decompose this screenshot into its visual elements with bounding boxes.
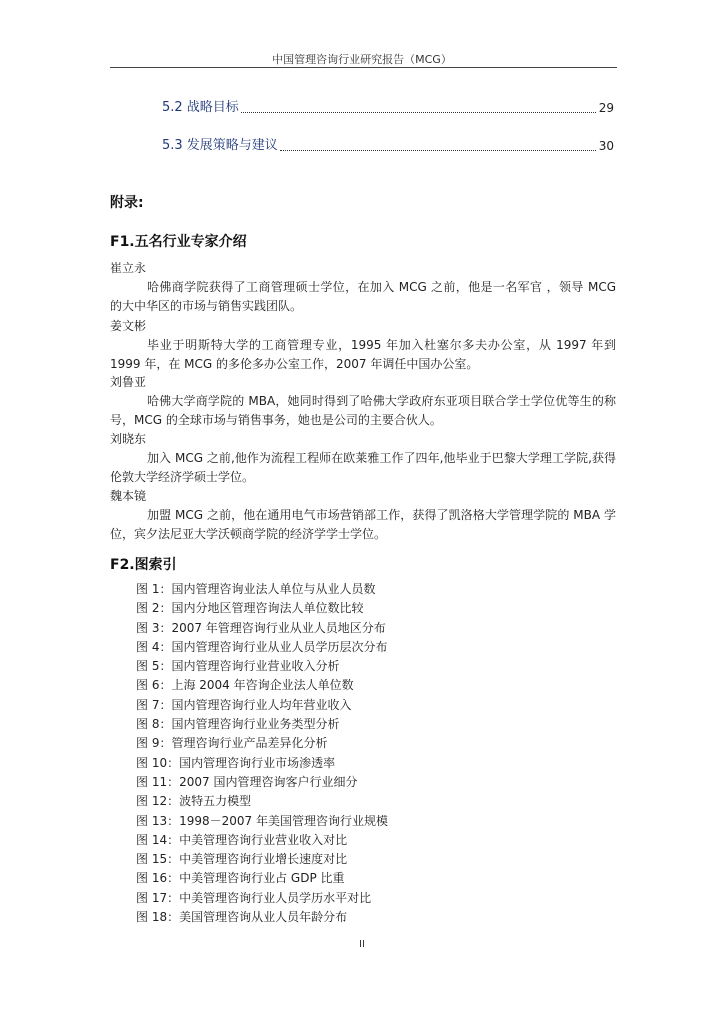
expert-bio: 毕业于明斯特大学的工商管理专业，1995 年加入杜塞尔多夫办公室，从 1997 年到 1999 年，在 MCG 的多伦多办公室工作，2007 年调任中国办公室。: [110, 338, 616, 371]
expert-name: 魏本镜: [110, 489, 147, 503]
expert-name: 崔立永: [110, 261, 147, 275]
appendix-heading: 附录:: [110, 195, 144, 211]
figure-index-item[interactable]: 图 17：中美管理咨询行业人员学历水平对比: [136, 890, 372, 905]
figure-index-item[interactable]: 图 12：波特五力模型: [136, 794, 252, 809]
figure-index-item[interactable]: 图 16：中美管理咨询行业占 GDP 比重: [136, 871, 345, 886]
figure-index-item[interactable]: 图 2：国内分地区管理咨询法人单位数比较: [136, 601, 364, 616]
figure-index-item[interactable]: 图 10：国内管理咨询行业市场渗透率: [136, 755, 336, 770]
figure-index-item[interactable]: 图 9：管理咨询行业产品差异化分析: [136, 736, 328, 751]
toc-leader-dots: [241, 111, 596, 113]
figure-index-item[interactable]: 图 13：1998－2007 年美国管理咨询行业规模: [136, 813, 388, 828]
figure-index-item[interactable]: 图 14：中美管理咨询行业营业收入对比: [136, 832, 348, 847]
toc-entry[interactable]: [162, 98, 614, 116]
figure-index-item[interactable]: 图 3：2007 年管理咨询行业从业人员地区分布: [136, 620, 386, 635]
expert-bio: 哈佛大学商学院的 MBA，她同时得到了哈佛大学政府东亚项目联合学士学位优等生的称号，MCG 的全球市场与销售事务，她也是公司的主要合伙人。: [110, 394, 616, 427]
toc-entry-page: 30: [598, 139, 614, 153]
page-number: II: [359, 939, 365, 950]
expert-name: 刘鲁亚: [110, 375, 147, 389]
figure-index-item[interactable]: 图 7：国内管理咨询行业人均年营业收入: [136, 697, 352, 712]
figure-index-item[interactable]: 图 5：国内管理咨询行业营业收入分析: [136, 659, 340, 674]
figure-index-list: [136, 580, 388, 927]
expert-name: 刘晓东: [110, 432, 147, 446]
header-divider: [110, 67, 617, 68]
expert-bio: 哈佛商学院获得了工商管理硕士学位，在加入 MCG 之前，他是一名军官 ，领导 MCG 的大中华区的市场与销售实践团队。: [110, 280, 616, 313]
figure-index-item[interactable]: 图 4：国内管理咨询行业从业人员学历层次分布: [136, 639, 388, 654]
section-heading-figure-index: F2.图索引: [110, 557, 177, 573]
figure-index-item[interactable]: 图 6：上海 2004 年咨询企业法人单位数: [136, 678, 354, 693]
figure-index-item[interactable]: 图 15：中美管理咨询行业增长速度对比: [136, 852, 348, 867]
toc-leader-dots: [280, 149, 596, 151]
figure-index-item[interactable]: 图 18：美国管理咨询从业人员年龄分布: [136, 910, 348, 925]
figure-index-item[interactable]: 图 1：国内管理咨询业法人单位与从业人员数: [136, 582, 376, 596]
expert-bio: 加盟 MCG 之前，他在通用电气市场营销部工作，获得了凯洛格大学管理学院的 MBA 学位，宾夕法尼亚大学沃顿商学院的经济学学士学位。: [110, 508, 616, 541]
page-header-title: 中国管理咨询行业研究报告（MCG）: [272, 53, 452, 66]
toc-entry-label: 5.2 战略目标: [162, 100, 239, 115]
figure-index-item[interactable]: 图 11：2007 国内管理咨询客户行业细分: [136, 774, 358, 789]
section-heading-experts: F1.五名行业专家介绍: [110, 234, 247, 250]
figure-index-item[interactable]: 图 8：国内管理咨询行业业务类型分析: [136, 717, 340, 732]
toc-entry-label: 5.3 发展策略与建议: [162, 138, 278, 153]
toc-entry[interactable]: [162, 136, 614, 154]
expert-name: 姜文彬: [110, 319, 147, 333]
toc-entry-page: 29: [598, 101, 614, 115]
expert-bio: 加入 MCG 之前,他作为流程工程师在欧莱雅工作了四年,他毕业于巴黎大学理工学院,获得伦敦大学经济学硕士学位。: [110, 451, 616, 484]
